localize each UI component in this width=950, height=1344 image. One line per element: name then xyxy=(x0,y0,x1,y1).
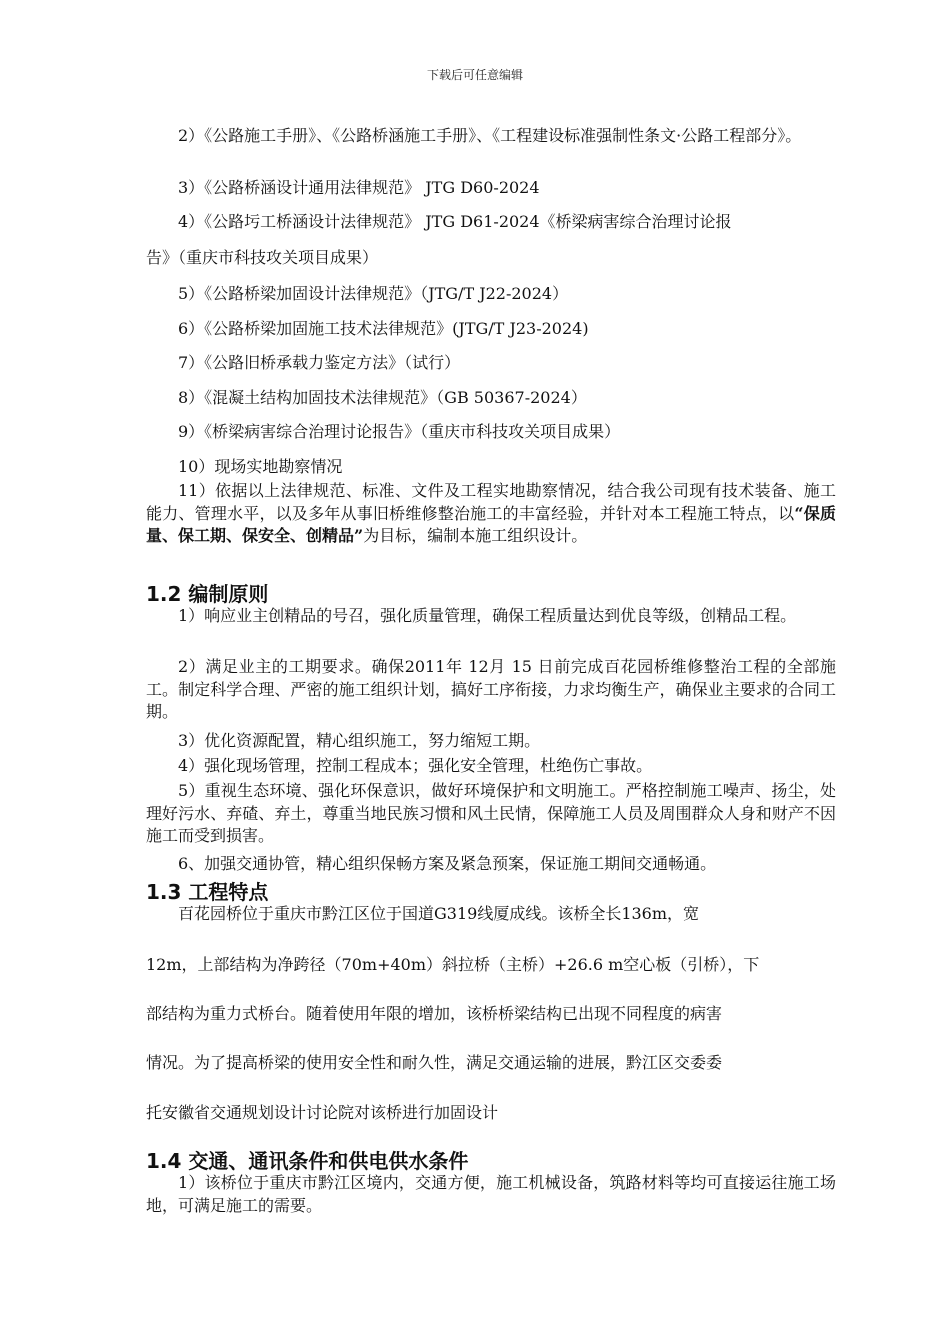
heading-1-4: 1.4 交通、通讯条件和供电供水条件 xyxy=(146,1149,469,1173)
p11-after: 为目标，编制本施工组织设计。 xyxy=(363,526,588,545)
heading-1-2: 1.2 编制原则 xyxy=(146,582,269,606)
paragraph-11 xyxy=(146,480,836,548)
feature-line-1: 百花园桥位于重庆市黔江区位于国道G319线厦成线。该桥全长136m，宽 xyxy=(178,904,700,923)
p11-bold: “保质量、保工期、保安全、创精品” xyxy=(146,503,836,545)
feature-line-3: 部结构为重力式桥台。随着使用年限的增加，该桥桥梁结构已出现不同程度的病害 xyxy=(146,1004,723,1023)
principle-4: 4）强化现场管理，控制工程成本；强化安全管理，杜绝伤亡事故。 xyxy=(178,756,653,775)
ref-5: 5）《公路桥梁加固设计法律规范》（JTG/T J22-2024） xyxy=(178,284,569,303)
ref-6: 6）《公路桥梁加固施工技术法律规范》(JTG/T J23-2024) xyxy=(178,319,589,338)
ref-2: 2）《公路施工手册》、《公路桥涵施工手册》、《工程建设标准强制性条文·公路工程部分》。 xyxy=(178,126,802,145)
ref-8: 8）《混凝土结构加固技术法律规范》（GB 50367-2024） xyxy=(178,388,587,407)
feature-line-5: 托安徽省交通规划设计讨论院对该桥进行加固设计 xyxy=(146,1103,499,1122)
principle-6: 6、加强交通协管，精心组织保畅方案及紧急预案，保证施工期间交通畅通。 xyxy=(178,854,717,873)
ref-4-cont: 告》（重庆市科技攻关项目成果） xyxy=(146,248,379,267)
page-header: 下载后可任意编辑 xyxy=(426,68,523,82)
ref-3: 3）《公路桥涵设计通用法律规范》 JTG D60-2024 xyxy=(178,178,540,197)
p11-text: 11）依据以上法律规范、标准、文件及工程实地勘察情况，结合我公司现有技术装备、施工能力、管理水平，以及多年从事旧桥维修整治施工的丰富经验，并针对本工程施工特点，以 xyxy=(146,481,836,523)
traffic-para-1: 1）该桥位于重庆市黔江区境内，交通方便，施工机械设备，筑路材料等均可直接运往施工场地，可满足施工的需要。 xyxy=(146,1173,836,1215)
ref-10: 10）现场实地勘察情况 xyxy=(178,457,343,476)
principle-5: 5）重视生态环境、强化环保意识，做好环境保护和文明施工。严格控制施工噪声、扬尘，处理好污水、弃碴、弃土，尊重当地民族习惯和风土民情，保障施工人员及周围群众人身和财产不因施工而受到损害。 xyxy=(146,781,836,845)
ref-7: 7）《公路旧桥承载力鉴定方法》（试行） xyxy=(178,353,461,372)
feature-line-4: 情况。为了提高桥梁的使用安全性和耐久性，满足交通运输的进展，黔江区交委委 xyxy=(146,1053,723,1072)
heading-1-3: 1.3 工程特点 xyxy=(146,880,269,904)
principle-1: 1）响应业主创精品的号召，强化质量管理，确保工程质量达到优良等级，创精品工程。 xyxy=(178,606,797,625)
principle-2: 2）满足业主的工期要求。确保2011年 12月 15 日前完成百花园桥维修整治工程的全部施工。制定科学合理、严密的施工组织计划，搞好工序衔接，力求均衡生产，确保业主要求的合同工期。 xyxy=(146,657,836,721)
ref-9: 9）《桥梁病害综合治理讨论报告》（重庆市科技攻关项目成果） xyxy=(178,422,621,441)
principle-3: 3）优化资源配置，精心组织施工，努力缩短工期。 xyxy=(178,731,541,750)
ref-4: 4）《公路圬工桥涵设计法律规范》 JTG D61-2024《桥梁病害综合治理讨论报 xyxy=(178,212,732,231)
feature-line-2: 12m，上部结构为净跨径（70m+40m）斜拉桥（主桥）+26.6 m空心板（引桥），下 xyxy=(146,955,760,974)
